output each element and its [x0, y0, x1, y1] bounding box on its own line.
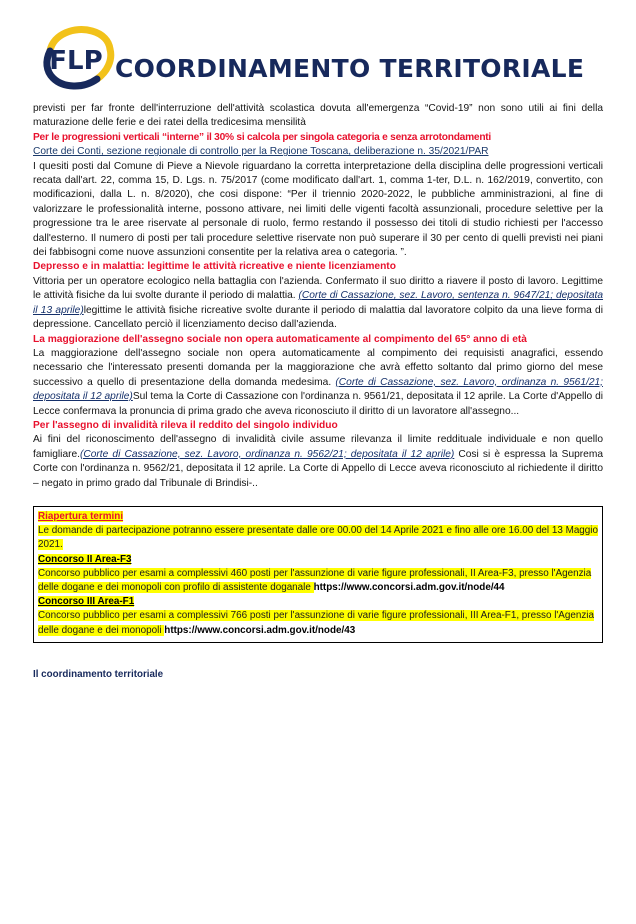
paragraph-1-text: I quesiti posti dal Comune di Pieve a Nievole riguardano la corretta interpretazione della disciplina delle progressioni verticali recata dall'art. 22, comma 15, D. Lgs. n. 75/2017 (come modificato dall'art. 1, comma 1-ter, D.L. n. 162/2019, convertito, con modificazioni, dalla L. n. 8/2020), che cosi dispone: “Per il triennio 2020-2022, le pubbliche amministrazioni, al fine di valorizzare le professionalità interne, possono attivare, nei limiti delle vigenti facoltà assunzionali, procedure selettive per la progressione tra le aree riservate al personale di ruolo, fermo restando il possesso dei titoli di studio richiesti per l'accesso dall'esterno. Il numero di posti per tali procedure selettive riservate non può superare il 30 per cento di quelli previsti nei piani dei fabbisogni come nuove assunzioni consentite per la relativa area o categoria. ”. [33, 160, 603, 259]
document-header [33, 24, 603, 102]
contest-1-title: Concorso II Area-F3 [38, 553, 132, 565]
contest-1-link[interactable]: https://www.concorsi.adm.gov.it/node/44 [313, 581, 505, 593]
source-link-1[interactable] [33, 145, 603, 159]
page-title: COORDINAMENTO TERRITORIALE [115, 54, 585, 83]
notice-title: Riapertura termini [38, 510, 124, 522]
contest-2-title-line [38, 595, 598, 609]
paragraph-2-text-a: Vittoria per un operatore ecologico nella battaglia con l'azienda. Confermato il suo diritto a riavere il posto di lavoro. Legittime le attività fisiche da lui svolte durante il periodo di malattia. [33, 275, 603, 302]
intro-paragraph [33, 102, 603, 131]
document-body [33, 102, 603, 491]
paragraph-4-text-b: Cosi si è espressa la Suprema Corte con l'ordinanza n. 9562/21, depositata il 12 aprile. La Corte di Appello di Lecce aveva riconosciuto al richiedente il diritto – negato in primo grado dal Tribunale di Brindisi-.. [33, 448, 603, 489]
paragraph-3-text-b: Sul tema la Corte di Cassazione con l'ordinanza n. 9561/21, depositata il 12 aprile. La Corte d'Appello di Lecce confermava la pronuncia di prima grado che aveva riconosciuto il diritto di un lavoratore all'assegno... [33, 391, 604, 417]
flp-logo-text: FLP [49, 46, 103, 76]
section-heading-1 [33, 131, 603, 145]
section-heading-1-text: Per le progressioni verticali “interne” il 30% si calcola per singola categoria e senza arrotondamenti [33, 131, 492, 143]
paragraph-2-text-b: legittime le attività fisiche ricreative svolte durante il periodo di malattia dal lavoratore colpito da una lieve forma di depressione. Cancellato perciò il licenziamento deciso dall'azienda. [33, 304, 603, 331]
source-link-1-text: Corte dei Conti, sezione regionale di controllo per la Regione Toscana, deliberazione n. 35/2021/PAR [33, 146, 489, 158]
paragraph-2 [33, 275, 603, 333]
paragraph-4-text-a: Ai fini del riconoscimento dell'assegno di invalidità civile assume rilevanza il limite reddituale individuale e non quello famigliare. [33, 434, 603, 460]
section-heading-3-text: La maggiorazione dell'assegno sociale non opera automaticamente al compimento del 65° anno di età [33, 333, 527, 345]
contest-1-description-line [38, 567, 598, 595]
contest-2-title: Concorso III Area-F1 [38, 596, 135, 608]
section-heading-2-text: Depresso e in malattia: legittime le attività ricreative e niente licenziamento [33, 261, 396, 273]
notice-box [33, 506, 603, 643]
contest-1-text: Concorso pubblico per esami a complessivi 460 posti per l'assunzione di varie figure professionali, II Area-F3, presso l'Agenzia delle dogane e dei monopoli con profilo di assistente doganale [38, 567, 592, 593]
notice-deadline-line [38, 524, 598, 552]
paragraph-4 [33, 433, 603, 491]
citation-cassazione-9647[interactable]: (Corte di Cassazione, sez. Lavoro, sentenza n. 9647/21; depositata il 13 aprile) [33, 290, 603, 316]
contest-2-link[interactable]: https://www.concorsi.adm.gov.it/node/43 [164, 624, 356, 636]
signature-line: Il coordinamento territoriale [33, 668, 164, 680]
citation-cassazione-9562[interactable]: (Corte di Cassazione, sez. Lavoro, ordinanza n. 9562/21; depositata il 12 aprile) [80, 448, 455, 460]
paragraph-3-text-a: La maggiorazione dell'assegno sociale non opera automaticamente al compimento dei requisisti anagrafici, essendo necessario che l'interessato presenti domanda per la maggiorazione che avrà effetto soltanto dal primo giorno del mese successivo a quello di presentazione della domanda medesima. [33, 347, 603, 388]
contest-1-title-line [38, 553, 598, 567]
section-heading-4 [33, 419, 603, 433]
intro-paragraph-text: previsti per far fronte dell'interruzione dell'attività scolastica dovuta all'emergenza “Covid-19” non sono utili ai fini della maturazione delle ferie e dei ratei della tredicesima mensilità [33, 103, 603, 129]
paragraph-3 [33, 347, 603, 419]
notice-deadline-text: Le domande di partecipazione potranno essere presentate dalle ore 00.00 del 14 Aprile 2021 e fino alle ore 16.00 del 13 Maggio 2021. [38, 525, 598, 551]
citation-cassazione-9561[interactable]: (Corte di Cassazione, sez. Lavoro, ordinanza n. 9561/21; depositata il 12 aprile) [33, 376, 603, 403]
contest-2-description-line [38, 609, 598, 637]
notice-title-line [38, 510, 598, 524]
section-heading-2 [33, 260, 603, 274]
document-page [0, 24, 636, 924]
flp-logo [37, 24, 115, 98]
section-heading-4-text: Per l'assegno di invalidità rileva il reddito del singolo individuo [33, 419, 338, 431]
contest-2-text: Concorso pubblico per esami a complessivi 766 posti per l'assunzione di varie figure professionali, III Area-F1, presso l'Agenzia delle dogane e dei monopoli [38, 610, 594, 636]
section-heading-3 [33, 333, 603, 347]
paragraph-1 [33, 160, 603, 261]
